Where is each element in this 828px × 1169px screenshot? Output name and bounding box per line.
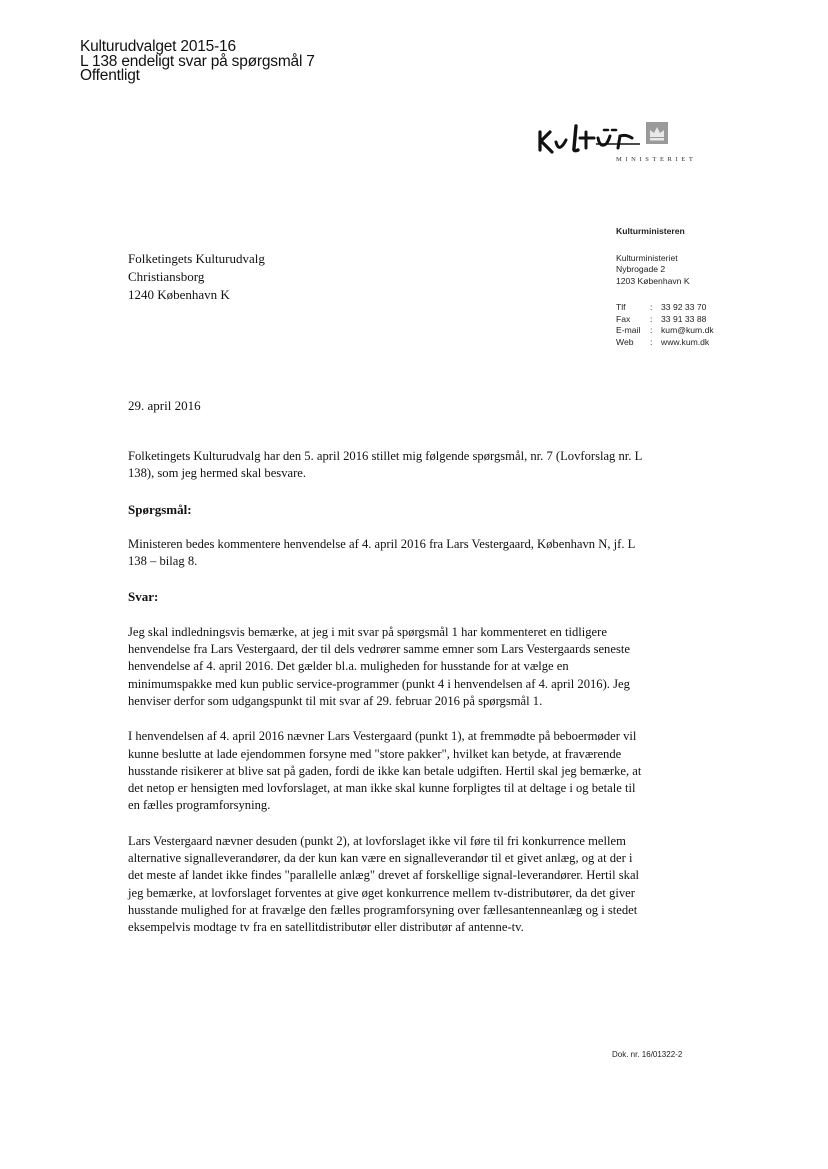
answer-paragraph-2: I henvendelsen af 4. april 2016 nævner Lars Vestergaard (punkt 1), at fremmødte på beboermøder vil kunne beslutte at lade ejendommen forsyne med "store pakker", hvilket kan betyde, at fraværende husstande risikerer at blive sat på gaden, fordi de ikke kan betale udgiften. Hertil skal jeg bemærke, at det netop er hensigten med lovforslaget, at man ikke skal kunne forpligtes til at deltage i og betale til en fælles programforsyning. [128, 729, 642, 813]
recipient-address [128, 250, 265, 304]
kultur-wordmark-icon [536, 118, 646, 158]
letter-body [128, 448, 648, 955]
sender-street: Nybrogade 2 [616, 264, 666, 274]
document-number: Dok. nr. 16/01322-2 [612, 1050, 683, 1059]
header-stamp [80, 40, 315, 84]
stamp-bill-reference: L 138 endeligt svar på spørgsmål 7 [80, 52, 315, 70]
ministry-subtitle: MINISTERIET [616, 156, 697, 163]
contact-label: Tlf [616, 302, 626, 312]
question-heading: Spørgsmål: [128, 501, 192, 517]
contact-separator: : [650, 325, 653, 335]
recipient-building: Christiansborg [128, 269, 205, 284]
contact-phone-value: 33 92 33 70 [661, 302, 707, 312]
contact-row-web [616, 337, 714, 349]
stamp-committee: Kulturudvalget 2015-16 [80, 38, 236, 55]
stamp-public-status: Offentligt [80, 67, 140, 84]
sender-block [616, 226, 714, 348]
contact-separator: : [650, 302, 653, 312]
intro-paragraph: Folketingets Kulturudvalg har den 5. april 2016 stillet mig følgende spørgsmål, nr. 7 (Lovforslag nr. L 138), som jeg hermed skal besvare. [128, 449, 642, 481]
question-paragraph: Ministeren bedes kommentere henvendelse af 4. april 2016 fra Lars Vestergaard, København N, jf. L 138 – bilag 8. [128, 536, 635, 569]
answer-paragraph-3: Lars Vestergaard nævner desuden (punkt 2), at lovforslaget ikke vil føre til fri konkurrence mellem alternative signalleverandører, da der kun kan være en signalleverandør til et givet anlæg, og at der i det meste af landet ikke findes "parallelle anlæg" drevet af forskellige signal-leverandører. Hertil skal jeg bemærke, at lovforslaget forventes at give øget konkurrence mellem tv-distributører, da det giver husstande mulighed for at fravælge den fælles programforsyning over fællesantenneanlæg og i stedet eksempelvis modtage tv fra en satellitdistributør eller distributør af antenne-tv. [128, 833, 640, 935]
recipient-name: Folketingets Kulturudvalg [128, 251, 265, 266]
contact-separator: : [650, 336, 653, 347]
contact-label: Web [616, 336, 634, 347]
contact-row-phone [616, 302, 714, 314]
contact-separator: : [650, 313, 653, 324]
sender-contacts [616, 302, 714, 348]
contact-fax-value: 33 91 33 88 [661, 313, 707, 324]
sender-address [616, 253, 714, 288]
contact-row-fax [616, 314, 714, 326]
contact-label: E-mail [616, 325, 641, 335]
sender-org: Kulturministeriet [616, 252, 678, 263]
sender-title: Kulturministeren [616, 226, 685, 236]
sender-city: 1203 København K [616, 275, 690, 286]
answer-paragraph-1: Jeg skal indledningsvis bemærke, at jeg i mit svar på spørgsmål 1 har kommenteret en tidligere henvendelse fra Lars Vestergaard, der til dels vedrører samme emner som Lars Vestergaards seneste henvendelse af 4. april 2016. Det gælder bl.a. muligheden for husstande for at vælge en minimumspakke med kun public service-programmer (punkt 4 i henvendelsen af 4. april 2016). Jeg henviser derfor som udgangspunkt til mit svar af 29. februar 2016 på spørgsmål 1. [128, 624, 630, 708]
crown-icon [646, 122, 668, 144]
recipient-city: 1240 København K [128, 287, 230, 302]
letter-date: 29. april 2016 [128, 398, 201, 413]
contact-row-email [616, 325, 714, 337]
contact-email-link[interactable]: kum@kum.dk [661, 325, 714, 335]
contact-label: Fax [616, 313, 631, 324]
answer-heading: Svar: [128, 589, 159, 605]
contact-web-link[interactable]: www.kum.dk [661, 336, 710, 347]
